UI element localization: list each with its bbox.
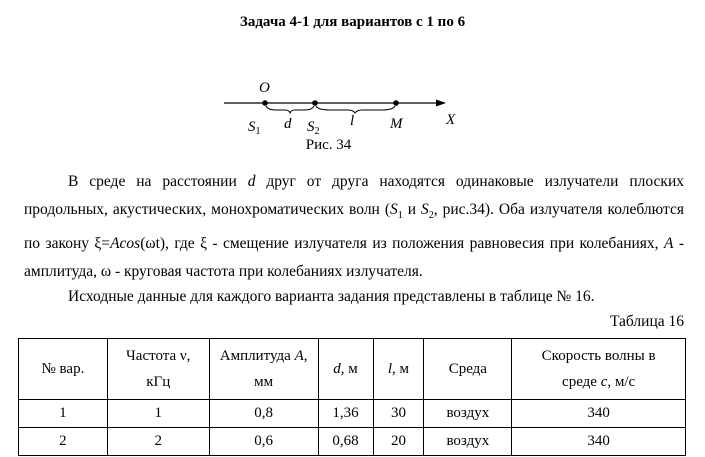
problem-paragraph xyxy=(24,168,684,286)
p1-text-4: , рис.34). Оба излучателя колеблются по закону ξ= xyxy=(24,201,685,253)
header-d: d, м xyxy=(318,339,373,400)
cell-d: 1,36 xyxy=(318,400,373,428)
cell-medium: воздух xyxy=(424,400,512,428)
d-brace xyxy=(266,106,314,113)
cell-medium: воздух xyxy=(424,428,512,456)
p1-s1: S xyxy=(390,201,398,218)
origin-label: O xyxy=(259,80,270,96)
p1-s2: S xyxy=(421,201,429,218)
header-l: l, м xyxy=(373,339,424,400)
p1-text-1: В среде на расстоянии xyxy=(68,173,248,190)
p1-text-3: и xyxy=(402,201,421,218)
p1-text-5: (ωt), где ξ - смещение излучателя из положения равновесия при колебаниях, xyxy=(140,235,664,253)
p1-s1-sub: 1 xyxy=(397,210,403,222)
header-var: № вар. xyxy=(19,339,108,400)
p1-a: A xyxy=(663,235,674,253)
cell-amp: 0,6 xyxy=(209,428,318,456)
data-intro-paragraph: Исходные данные для каждого варианта задания представлены в таблице № 16. xyxy=(68,288,595,305)
p1-acos: Acos xyxy=(110,235,141,253)
figure-caption: Рис. 34 xyxy=(305,137,352,153)
x-label: X xyxy=(446,112,456,128)
p1-s2-sub: 2 xyxy=(428,210,434,222)
l-label: l xyxy=(350,113,355,129)
m-label: M xyxy=(390,116,403,132)
task-title: Задача 4-1 для вариантов с 1 по 6 xyxy=(239,14,466,30)
cell-amp: 0,8 xyxy=(209,400,318,428)
s1-label: $S_1$ xyxy=(248,119,261,137)
cell-var: 2 xyxy=(19,428,108,456)
cell-freq: 1 xyxy=(107,400,209,428)
cell-freq: 2 xyxy=(107,428,209,456)
cell-var: 1 xyxy=(19,400,108,428)
s2-label: $S_2$ xyxy=(307,119,320,137)
variants-table xyxy=(18,338,686,456)
p1-d: d xyxy=(247,173,256,190)
cell-speed: 340 xyxy=(512,428,686,456)
x-axis-arrow xyxy=(436,100,446,107)
p1-text-6: - амплитуда, ω - круговая частота при колебаниях излучателя. xyxy=(24,235,684,281)
p1-text-2: друг от друга находятся одинаковые излучатели плоских продольных, акустических, монохроматических волн ( xyxy=(24,173,684,218)
l-brace xyxy=(316,106,395,113)
table-row xyxy=(19,428,686,456)
s2-point xyxy=(312,100,318,106)
header-speed: Скорость волны в среде c, м/с xyxy=(512,339,686,400)
table-row xyxy=(19,400,686,428)
cell-l: 30 xyxy=(373,400,424,428)
m-point xyxy=(393,100,399,106)
table-label: Таблица 16 xyxy=(609,313,684,330)
header-medium: Среда xyxy=(424,339,512,400)
origin-point xyxy=(262,100,268,106)
cell-d: 0,68 xyxy=(318,428,373,456)
cell-l: 20 xyxy=(373,428,424,456)
header-amp: Амплитуда A, мм xyxy=(209,339,318,400)
d-label: d xyxy=(284,116,292,132)
table-header-row xyxy=(19,339,686,400)
cell-speed: 340 xyxy=(512,400,686,428)
header-freq: Частота ν, кГц xyxy=(107,339,209,400)
